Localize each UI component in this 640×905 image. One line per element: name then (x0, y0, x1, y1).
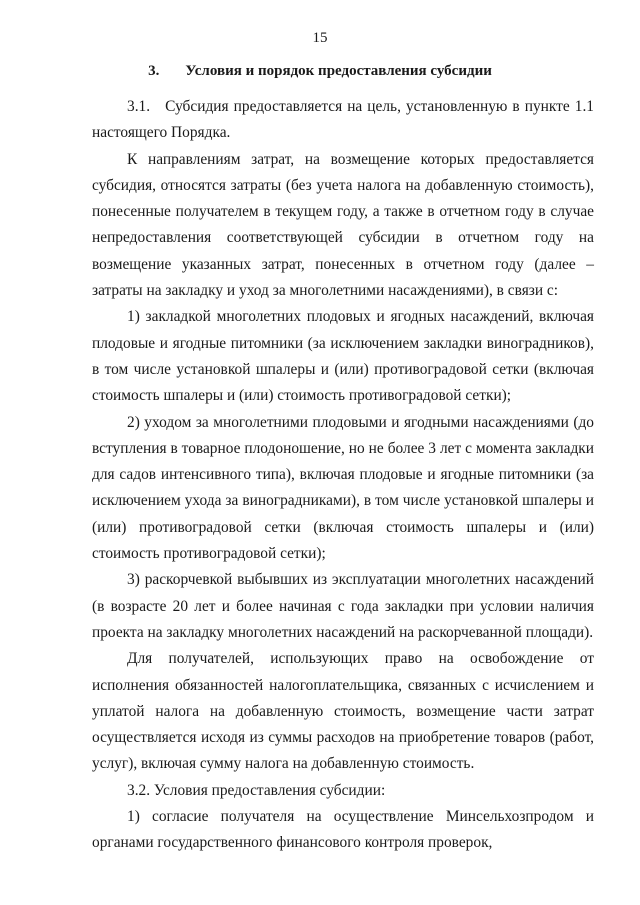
section-title: Условия и порядок предоставления субсидии (185, 63, 492, 79)
list-item-uprooting: 3) раскорчевкой выбывших из эксплуатации многолетних насаждений (в возрасте 20 лет и более начиная с года закладки при условии наличия проекта на закладку многолетних насаждений на раскорчеванной площади). (92, 571, 594, 641)
section-heading (0, 63, 640, 80)
page-number: 15 (312, 30, 328, 46)
paragraph-vat-exemption: Для получателей, использующих право на освобождение от исполнения обязанностей налогоплательщика, связанных с исчислением и уплатой налога на добавленную стоимость, возмещение части затрат осуществляется исходя из суммы расходов на приобретение товаров (работ, услуг), включая сумму налога на добавленную стоимость. (92, 650, 594, 773)
list-item-planting: 1) закладкой многолетних плодовых и ягодных насаждений, включая плодовые и ягодные питомники (за исключением закладки виноградников), в том числе установкой шпалеры и (или) противоградовой сетки (включая стоимость шпалеры и (или) стоимость противоградовой сетки); (92, 308, 594, 405)
paragraph-3-2-heading: 3.2. Условия предоставления субсидии: (127, 781, 386, 799)
paragraph-cost-directions: К направлениям затрат, на возмещение которых предоставляется субсидия, относятся затраты (без учета налога на добавленную стоимость), понесенные получателем в текущем году, а также в отчетном году в случае непредоставления соответствующей субсидии в отчетном году на возмещение указанных затрат, понесенных в отчетном году (далее – затраты на закладку и уход за многолетними насаждениями), в связи с: (92, 150, 594, 300)
section-number: 3. (148, 63, 160, 79)
document-body (92, 94, 594, 857)
list-item-consent: 1) согласие получателя на осуществление Минсельхозпродом и органами государственного финансового контроля проверок, (92, 808, 594, 852)
paragraph-3-1: 3.1. Субсидия предоставляется на цель, установленную в пункте 1.1 настоящего Порядка. (92, 98, 594, 142)
list-item-care: 2) уходом за многолетними плодовыми и ягодными насаждениями (до вступления в товарное плодоношение, но не более 3 лет с момента закладки для садов интенсивного типа), включая плодовые и ягодные питомники (за исключением ухода за виноградниками), в том числе установкой шпалеры и (или) противоградовой сетки (включая стоимость шпалеры и (или) стоимость противоградовой сетки); (92, 413, 594, 563)
